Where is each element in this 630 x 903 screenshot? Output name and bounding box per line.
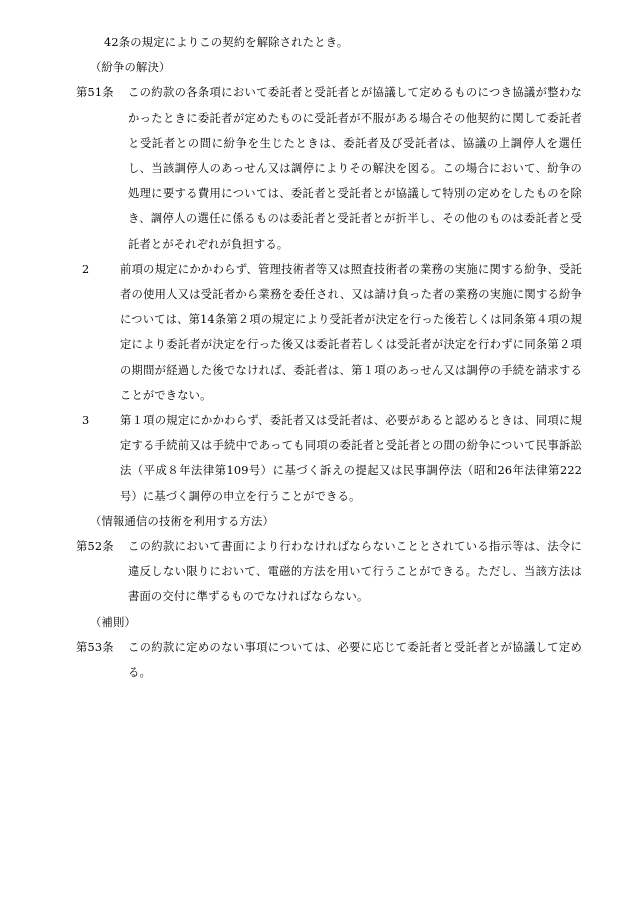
article-number: 第53条: [76, 640, 114, 654]
item-block: [48, 257, 582, 408]
article-block: [48, 80, 582, 256]
item-number: 3: [82, 414, 90, 428]
item-text: 前項の規定にかかわらず、管理技術者等又は照査技術者の業務の実施に関する紛争、受託者の使用人又は受託者から業務を委任され、又は請け負った者の業務の実施に関する紛争については、第14条第２項の規定により受託者が決定を行った後若しくは同条第４項の規定により委託者が決定を行った後又は委託者若しくは受託者が決定を行わずに同条第２項の期間が経過した後でなければ、委託者は、第１項のあっせん又は調停の手続を請求することができない。: [120, 262, 582, 402]
section-heading: （紛争の解決）: [90, 61, 171, 75]
article-text: この約款の各条項において委託者と受託者とが協議して定めるものにつき協議が整わなかったときに委託者が定めたものに受託者が不服がある場合その他契約に関して委託者と受託者との間に紛争を生じたときは、委託者及び受託者は、協議の上調停人を選任し、当該調停人のあっせん又は調停によりその解決を図る。この場合において、紛争の処理に要する費用については、委託者と受託者とが協議して特別の定めをしたものを除き、調停人の選任に係るものは委託者と受託者とが折半し、その他のものは委託者と受託者とがそれぞれが負担する。: [128, 86, 582, 251]
document-body: [48, 30, 582, 685]
section-heading: （情報通信の技術を利用する方法）: [90, 514, 274, 528]
article-block: [48, 534, 582, 610]
item-block: [48, 408, 582, 509]
clause-line: 42条の規定によりこの契約を解除されたとき。: [104, 36, 349, 49]
item-text: 第１項の規定にかかわらず、委託者又は受託者は、必要があると認めるときは、同項に規定する手続前又は手続中であっても同項の委託者と受託者との間の紛争について民事訴訟法（平成８年法律第109号）に基づく訴えの提起又は民事調停法（昭和26年法律第222号）に基づく調停の申立を行うことができる。: [120, 414, 582, 503]
article-number: 第52条: [76, 540, 114, 554]
item-number: 2: [82, 262, 90, 276]
article-text: この約款に定めのない事項については、必要に応じて委託者と受託者とが協議して定める。: [128, 640, 582, 680]
section-heading: （補則）: [90, 615, 136, 629]
article-number: 第51条: [76, 86, 114, 100]
article-block: [48, 635, 582, 685]
article-text: この約款において書面により行わなければならないこととされている指示等は、法令に違反しない限りにおいて、電磁的方法を用いて行うことができる。ただし、当該方法は書面の交付に準ずるものでなければならない。: [128, 540, 582, 604]
